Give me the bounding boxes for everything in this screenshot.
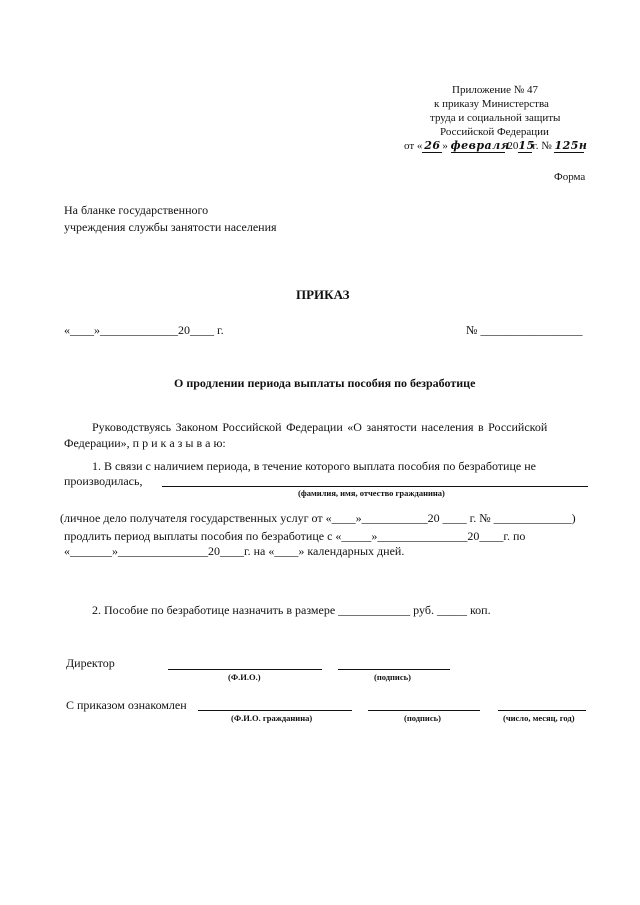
item2-line: 2. Пособие по безработице назначить в размере ____________ руб. _____ коп. bbox=[92, 603, 491, 617]
acquainted-fio-line bbox=[198, 710, 352, 711]
order-number-field: № _________________ bbox=[466, 323, 583, 337]
acquainted-date-line bbox=[498, 710, 586, 711]
appendix-date-line bbox=[404, 139, 588, 153]
appendix-line-1: Приложение № 47 bbox=[452, 84, 539, 96]
director-sign-line bbox=[338, 669, 450, 670]
appendix-day: 26 bbox=[424, 139, 441, 152]
appendix-line-3: труда и социальной защиты bbox=[430, 112, 561, 124]
appendix-month: февраля bbox=[450, 139, 510, 152]
appendix-line-4: Российской Федерации bbox=[440, 126, 549, 138]
appendix-number: 125н bbox=[554, 139, 588, 152]
acquainted-sign-caption: (подпись) bbox=[404, 713, 441, 723]
item1-line-4: продлить период выплаты пособия по безработице с «_____»_______________20____г. по bbox=[64, 529, 526, 543]
acquainted-sign-line bbox=[368, 710, 480, 711]
appendix-year: 15 bbox=[518, 139, 535, 152]
letterhead-line-1: На бланке государственного bbox=[64, 203, 209, 217]
director-fio-caption: (Ф.И.О.) bbox=[228, 672, 261, 682]
preamble-line-2: Федерации», п р и к а з ы в а ю: bbox=[64, 436, 226, 450]
appendix-date-quote: » bbox=[442, 140, 448, 152]
acquainted-label: С приказом ознакомлен bbox=[66, 698, 187, 712]
item1-line-3: (личное дело получателя государственных услуг от «____»___________20 ____ г. № _____________) bbox=[60, 511, 576, 525]
form-label: Форма bbox=[554, 171, 586, 183]
director-sign-caption: (подпись) bbox=[374, 672, 411, 682]
acquainted-fio-caption: (Ф.И.О. гражданина) bbox=[231, 713, 313, 723]
item1-fio-caption: (фамилия, имя, отчество гражданина) bbox=[298, 488, 445, 498]
item1-fio-line bbox=[162, 486, 588, 487]
item1-line-1: 1. В связи с наличием периода, в течение которого выплата пособия по безработице не bbox=[92, 459, 536, 473]
director-fio-line bbox=[168, 669, 322, 670]
page-title: ПРИКАЗ bbox=[296, 287, 350, 302]
item1-line-2: производилась, bbox=[64, 474, 143, 488]
director-label: Директор bbox=[66, 656, 115, 670]
appendix-date-prefix: от « bbox=[404, 140, 423, 152]
preamble-line-1: Руководствуясь Законом Российской Федерации «О занятости населения в Российской bbox=[92, 420, 548, 434]
appendix-number-prefix: г. № bbox=[532, 140, 552, 152]
appendix-year-prefix: 20 bbox=[507, 140, 519, 152]
order-date-field: «____»_____________20____ г. bbox=[64, 323, 224, 337]
item1-line-5: «_______»_______________20____г. на «____» календарных дней. bbox=[64, 544, 405, 558]
acquainted-date-caption: (число, месяц, год) bbox=[503, 713, 575, 723]
letterhead-line-2: учреждения службы занятости населения bbox=[64, 220, 277, 234]
appendix-line-2: к приказу Министерства bbox=[434, 98, 549, 110]
order-subject: О продлении периода выплаты пособия по безработице bbox=[174, 376, 476, 390]
